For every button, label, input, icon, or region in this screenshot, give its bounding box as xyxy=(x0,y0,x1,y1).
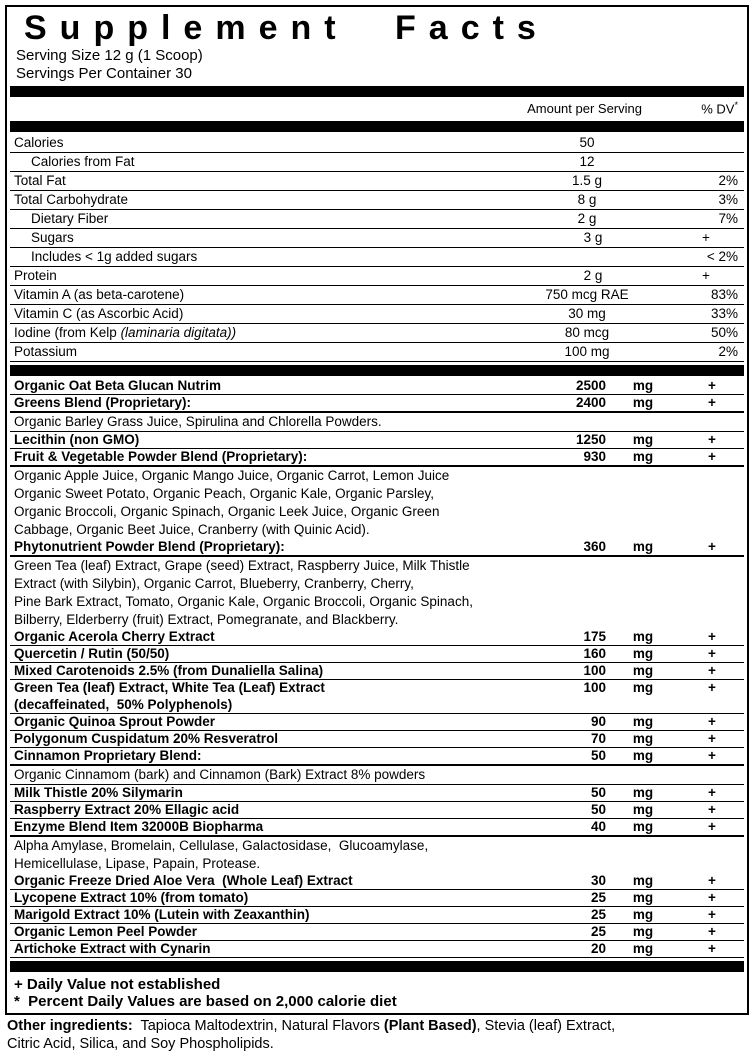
nutrient-name: Includes < 1g added sugars xyxy=(31,249,198,265)
ingredient-amount: 930 xyxy=(583,449,606,465)
ingredient-unit: mg xyxy=(632,924,654,940)
ingredient-dv: + xyxy=(708,663,716,679)
sub-ingredients-line: Organic Cinnamom (bark) and Cinnamon (Bark) Extract 8% powders xyxy=(14,767,426,783)
ingredient-row xyxy=(10,802,744,819)
ingredient-sublist xyxy=(10,413,744,432)
amount-column-header: Amount per Serving xyxy=(527,101,642,117)
ingredient-unit: mg xyxy=(632,663,654,679)
ingredient-unit: mg xyxy=(632,378,654,394)
other-ingredients xyxy=(5,1015,749,1053)
ingredient-row xyxy=(10,873,744,890)
nutrient-name: Calories from Fat xyxy=(31,154,135,170)
ingredient-row xyxy=(10,748,744,766)
sub-ingredients-line: Pine Bark Extract, Tomato, Organic Kale, Organic Broccoli, Organic Spinach, xyxy=(14,594,473,610)
ingredient-unit: mg xyxy=(632,819,654,835)
sub-ingredients-line: Bilberry, Elderberry (fruit) Extract, Pomegranate, and Blackberry. xyxy=(14,612,399,628)
ingredient-unit: mg xyxy=(632,890,654,906)
ingredient-dv: + xyxy=(708,924,716,940)
ingredient-unit: mg xyxy=(632,873,654,889)
ingredient-row xyxy=(10,449,744,467)
ingredient-name: Marigold Extract 10% (Lutein with Zeaxanthin) xyxy=(14,907,310,923)
ingredient-name: Polygonum Cuspidatum 20% Resveratrol xyxy=(14,731,279,747)
sub-ingredients-line: Alpha Amylase, Bromelain, Cellulase, Galactosidase, Glucoamylase, xyxy=(14,838,429,854)
ingredient-name: Fruit & Vegetable Powder Blend (Proprietary): xyxy=(14,449,308,465)
ingredient-row xyxy=(10,432,744,449)
sub-ingredients-line: Green Tea (leaf) Extract, Grape (seed) Extract, Raspberry Juice, Milk Thistle xyxy=(14,558,470,574)
ingredient-section xyxy=(10,378,744,958)
ingredient-amount: 160 xyxy=(583,646,606,662)
ingredient-amount: 20 xyxy=(590,941,606,957)
nutrient-row xyxy=(10,343,744,362)
sub-ingredients-line: Extract (with Silybin), Organic Carrot, Blueberry, Cranberry, Cherry, xyxy=(14,576,414,592)
nutrient-amount: 3 g xyxy=(583,230,603,246)
ingredient-dv: + xyxy=(708,680,716,696)
nutrient-row xyxy=(10,229,744,248)
nutrient-row xyxy=(10,153,744,172)
other-ingredients-line xyxy=(7,1036,749,1053)
ingredient-amount: 40 xyxy=(590,819,606,835)
ingredient-dv: + xyxy=(708,802,716,818)
ingredient-dv: + xyxy=(708,449,716,465)
divider-bar-mid xyxy=(10,365,744,376)
nutrition-facts-section xyxy=(10,134,744,362)
nutrient-row xyxy=(10,210,744,229)
serving-size-text: Serving Size 12 g (1 Scoop) xyxy=(16,47,203,64)
ingredient-name: Enzyme Blend Item 32000B Biopharma xyxy=(14,819,264,835)
footnotes xyxy=(10,974,744,1013)
ingredient-dv: + xyxy=(708,731,716,747)
nutrient-amount: 2 g xyxy=(577,211,597,227)
nutrient-name: Vitamin A (as beta-carotene) xyxy=(14,287,185,303)
other-ingredients-segment: , Stevia (leaf) Extract, xyxy=(476,1018,616,1035)
ingredient-unit: mg xyxy=(632,629,654,645)
nutrient-row xyxy=(10,286,744,305)
nutrient-name: Potassium xyxy=(14,344,78,360)
nutrient-dv: < 2% xyxy=(706,249,738,265)
ingredient-unit: mg xyxy=(632,432,654,448)
ingredient-name: Organic Lemon Peel Powder xyxy=(14,924,198,940)
ingredient-amount: 175 xyxy=(583,629,606,645)
ingredient-amount: 2400 xyxy=(575,395,606,411)
ingredient-unit: mg xyxy=(632,449,654,465)
nutrient-dv: 2% xyxy=(718,344,738,360)
nutrient-dv: 83% xyxy=(710,287,738,303)
ingredient-dv: + xyxy=(708,941,716,957)
ingredient-name: Quercetin / Rutin (50/50) xyxy=(14,646,170,662)
ingredient-unit: mg xyxy=(632,680,654,696)
ingredient-dv: + xyxy=(708,395,716,411)
nutrient-dv: 33% xyxy=(710,306,738,322)
nutrient-name: Total Fat xyxy=(14,173,66,189)
nutrient-dv: + xyxy=(702,268,710,284)
sub-ingredients-line: Organic Barley Grass Juice, Spirulina and Chlorella Powders. xyxy=(14,414,382,430)
ingredient-sublist xyxy=(10,557,744,629)
other-ingredients-segment: Citric Acid, Silica, and Soy Phospholipids. xyxy=(7,1035,274,1052)
nutrient-dv: + xyxy=(702,230,710,246)
ingredient-name: Raspberry Extract 20% Ellagic acid xyxy=(14,802,240,818)
ingredient-amount: 25 xyxy=(590,890,606,906)
nutrient-amount: 8 g xyxy=(577,192,597,208)
divider-bar-top xyxy=(10,86,744,97)
ingredient-dv: + xyxy=(708,539,716,555)
ingredient-row xyxy=(10,378,744,395)
ingredient-unit: mg xyxy=(632,395,654,411)
ingredient-row xyxy=(10,731,744,748)
nutrient-name: Iodine (from Kelp (laminaria digitata)) xyxy=(14,325,237,341)
ingredient-dv: + xyxy=(708,378,716,394)
ingredient-unit: mg xyxy=(632,714,654,730)
sub-ingredients-line: Organic Broccoli, Organic Spinach, Organic Leek Juice, Organic Green xyxy=(14,504,440,520)
ingredient-unit: mg xyxy=(632,941,654,957)
ingredient-dv: + xyxy=(708,629,716,645)
ingredient-amount: 25 xyxy=(590,924,606,940)
nutrient-dv: 2% xyxy=(718,173,738,189)
ingredient-unit: mg xyxy=(632,785,654,801)
divider-bar-header xyxy=(10,121,744,132)
nutrient-name: Sugars xyxy=(31,230,74,246)
panel-title: Supplement Facts xyxy=(24,9,549,47)
other-ingredients-line xyxy=(7,1018,749,1036)
ingredient-name-line2: (decaffeinated, 50% Polyphenols) xyxy=(14,697,233,713)
ingredient-amount: 360 xyxy=(583,539,606,555)
ingredient-dv: + xyxy=(708,432,716,448)
ingredient-name: Greens Blend (Proprietary): xyxy=(14,395,192,411)
ingredient-amount: 25 xyxy=(590,907,606,923)
ingredient-unit: mg xyxy=(632,802,654,818)
ingredient-name: Milk Thistle 20% Silymarin xyxy=(14,785,183,801)
ingredient-dv: + xyxy=(708,748,716,764)
ingredient-unit: mg xyxy=(632,731,654,747)
ingredient-name: Lycopene Extract 10% (from tomato) xyxy=(14,890,249,906)
dv-column-header xyxy=(642,100,744,116)
dv-asterisk: * xyxy=(734,100,738,110)
nutrient-amount: 30 mg xyxy=(568,306,606,322)
footnote-line: * Percent Daily Values are based on 2,000 calorie diet xyxy=(14,993,397,1011)
nutrient-row xyxy=(10,267,744,286)
ingredient-row xyxy=(10,714,744,731)
footnote-line: + Daily Value not established xyxy=(14,976,221,994)
ingredient-dv: + xyxy=(708,819,716,835)
ingredient-sublist xyxy=(10,837,744,873)
supplement-facts-panel xyxy=(5,5,749,1015)
nutrient-dv: 3% xyxy=(718,192,738,208)
nutrient-name: Dietary Fiber xyxy=(31,211,109,227)
nutrient-row xyxy=(10,248,744,267)
ingredient-name: Organic Freeze Dried Aloe Vera (Whole Leaf) Extract xyxy=(14,873,353,889)
other-ingredients-segment: (Plant Based) xyxy=(383,1018,477,1035)
ingredient-amount: 1250 xyxy=(575,432,606,448)
column-header-row xyxy=(10,99,744,118)
ingredient-row xyxy=(10,539,744,557)
ingredient-unit: mg xyxy=(632,907,654,923)
ingredient-name: Artichoke Extract with Cynarin xyxy=(14,941,211,957)
ingredient-name: Organic Quinoa Sprout Powder xyxy=(14,714,216,730)
ingredient-unit: mg xyxy=(632,539,654,555)
nutrient-name: Protein xyxy=(14,268,57,284)
other-ingredients-segment: Other ingredients: xyxy=(7,1018,133,1035)
ingredient-name: Organic Oat Beta Glucan Nutrim xyxy=(14,378,222,394)
ingredient-amount: 50 xyxy=(590,748,606,764)
ingredient-amount: 90 xyxy=(590,714,606,730)
ingredient-name: Mixed Carotenoids 2.5% (from Dunaliella Salina) xyxy=(14,663,324,679)
ingredient-row xyxy=(10,907,744,924)
sub-ingredients-line: Cabbage, Organic Beet Juice, Cranberry (with Quinic Acid). xyxy=(14,522,370,538)
ingredient-row xyxy=(10,663,744,680)
ingredient-row xyxy=(10,680,744,714)
ingredient-amount: 50 xyxy=(590,802,606,818)
ingredient-dv: + xyxy=(708,890,716,906)
sub-ingredients-line: Organic Apple Juice, Organic Mango Juice, Organic Carrot, Lemon Juice xyxy=(14,468,450,484)
ingredient-amount: 70 xyxy=(590,731,606,747)
dv-column-label: % DV xyxy=(701,101,735,117)
divider-bar-bottom xyxy=(10,961,744,972)
ingredient-row xyxy=(10,941,744,958)
ingredient-unit: mg xyxy=(632,748,654,764)
ingredient-row xyxy=(10,646,744,663)
servings-per-container-text: Servings Per Container 30 xyxy=(16,65,192,82)
ingredient-sublist xyxy=(10,766,744,785)
ingredient-row xyxy=(10,924,744,941)
ingredient-row xyxy=(10,819,744,837)
nutrient-amount: 100 mg xyxy=(564,344,610,360)
sub-ingredients-line: Organic Sweet Potato, Organic Peach, Organic Kale, Organic Parsley, xyxy=(14,486,434,502)
ingredient-name: Cinnamon Proprietary Blend: xyxy=(14,748,202,764)
ingredient-amount: 30 xyxy=(590,873,606,889)
ingredient-amount: 100 xyxy=(583,680,606,696)
nutrient-row xyxy=(10,172,744,191)
nutrient-row xyxy=(10,305,744,324)
nutrient-name: Total Carbohydrate xyxy=(14,192,129,208)
nutrient-row xyxy=(10,134,744,153)
nutrient-name: Vitamin C (as Ascorbic Acid) xyxy=(14,306,184,322)
ingredient-amount: 2500 xyxy=(575,378,606,394)
ingredient-row xyxy=(10,395,744,413)
nutrient-name: Calories xyxy=(14,135,64,151)
ingredient-row xyxy=(10,629,744,646)
ingredient-dv: + xyxy=(708,785,716,801)
sub-ingredients-line: Hemicellulase, Lipase, Papain, Protease. xyxy=(14,856,261,872)
other-ingredients-segment: Tapioca Maltodextrin, Natural Flavors xyxy=(132,1018,384,1035)
nutrient-amount: 80 mcg xyxy=(564,325,610,341)
nutrient-amount: 12 xyxy=(579,154,595,170)
ingredient-name: Organic Acerola Cherry Extract xyxy=(14,629,215,645)
ingredient-name: Green Tea (leaf) Extract, White Tea (Leaf) Extract (decaffeinated, 50% Polyphenols) xyxy=(14,681,526,712)
nutrient-name-latin: (laminaria digitata)) xyxy=(120,325,237,341)
nutrient-amount: 750 mcg RAE xyxy=(545,287,629,303)
ingredient-row xyxy=(10,890,744,907)
ingredient-dv: + xyxy=(708,714,716,730)
ingredient-name: Lecithin (non GMO) xyxy=(14,432,140,448)
nutrient-dv: 7% xyxy=(718,211,738,227)
ingredient-dv: + xyxy=(708,646,716,662)
ingredient-dv: + xyxy=(708,907,716,923)
ingredient-name: Phytonutrient Powder Blend (Proprietary): xyxy=(14,539,285,555)
nutrient-amount: 50 xyxy=(579,135,595,151)
ingredient-amount: 50 xyxy=(590,785,606,801)
nutrient-row xyxy=(10,324,744,343)
nutrient-row xyxy=(10,191,744,210)
ingredient-sublist xyxy=(10,467,744,539)
ingredient-amount: 100 xyxy=(583,663,606,679)
ingredient-dv: + xyxy=(708,873,716,889)
nutrient-dv: 50% xyxy=(710,325,738,341)
nutrient-amount: 2 g xyxy=(583,268,603,284)
ingredient-unit: mg xyxy=(632,646,654,662)
ingredient-row xyxy=(10,785,744,802)
nutrient-amount: 1.5 g xyxy=(571,173,603,189)
